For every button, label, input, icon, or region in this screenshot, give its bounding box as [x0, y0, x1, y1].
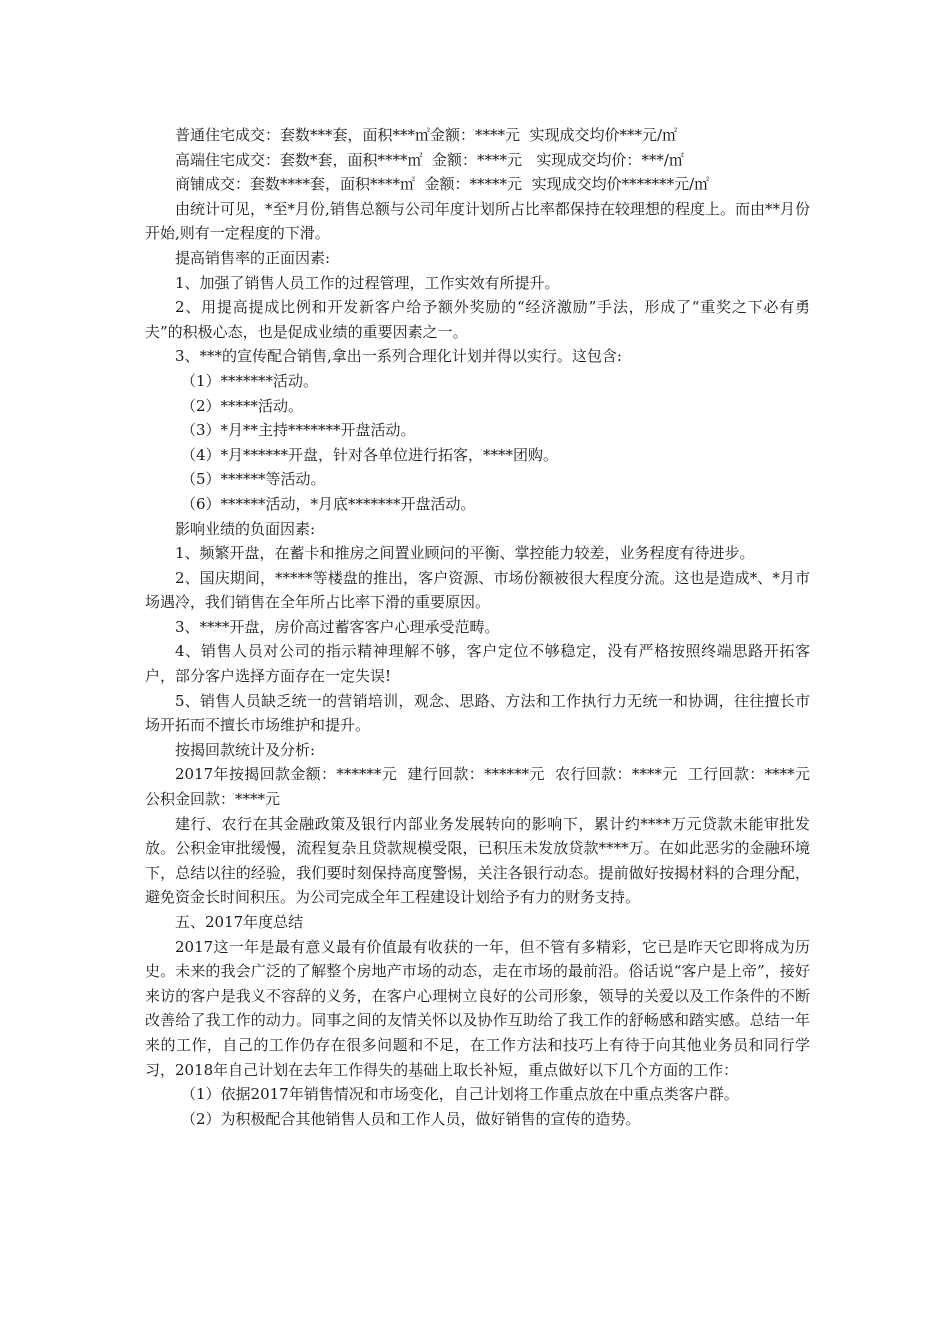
- list-item: 4、销售人员对公司的指示精神理解不够，客户定位不够稳定，没有严格按照终端思路开拓客户，部分客户选择方面存在一定失误!: [145, 642, 810, 686]
- sub-list-item: （4）*月******开盘，针对各单位进行拓客，****团购。: [181, 445, 559, 464]
- heading-mortgage-analysis: 按揭回款统计及分析:: [175, 740, 316, 759]
- list-item: 1、频繁开盘，在蓄卡和推房之间置业顾问的平衡、掌控能力较差，业务程度有待进步。: [175, 544, 755, 563]
- sub-list-item: （5）******等活动。: [181, 470, 326, 489]
- paragraph-mortgage-analysis: 建行、农行在其金融政策及银行内部业务发展转向的影响下，累计约****万元贷款未能审批发放。公积金审批缓慢，流程复杂且贷款规模受限，已积压未发放贷款****万。在如此恶劣的金融环境下，总结以往的经验，我们要时刻保持高度警惕，关注各银行动态。提前做好按揭材料的合理分配，避免资金长时间积压。为公司完成全年工程建设计划给予有力的财务支持。: [145, 814, 810, 907]
- paragraph-shop-sales: 商铺成交：套数****套，面积****㎡ 金额：*****元 实现成交均价*******元/㎡: [175, 175, 710, 194]
- list-item: 2、用提高提成比例和开发新客户给予额外奖励的“经济激励”手法，形成了“重奖之下必有勇夫”的积极心态，也是促成业绩的重要因素之一。: [145, 298, 810, 341]
- document-body: [145, 123, 820, 1131]
- heading-negative-factors: 影响业绩的负面因素:: [175, 519, 316, 538]
- list-item: 5、销售人员缺乏统一的营销培训，观念、思路、方法和工作执行力无统一和协调，往往擅长市场开拓而不擅长市场维护和提升。: [145, 691, 810, 735]
- list-item: 3、****开盘，房价高过蓄客客户心理承受范畴。: [175, 617, 500, 636]
- paragraph-statistics-summary: 由统计可见，*至*月份,销售总额与公司年度计划所占比率都保持在较理想的程度上。而由**月份开始,则有一定程度的下滑。: [145, 199, 810, 243]
- paragraph-mortgage-amounts: 2017年按揭回款金额：******元 建行回款：******元 农行回款：****元 工行回款：****元 公积金回款：****元: [145, 765, 820, 809]
- sub-list-item: （3）*月**主持*******开盘活动。: [181, 421, 416, 440]
- list-item: 2、国庆期间，*****等楼盘的推出，客户资源、市场份额被很大程度分流。这也是造成*、*月市场遇冷，我们销售在全年所占比率下滑的重要原因。: [145, 568, 810, 612]
- sub-list-item: （1）*******活动。: [181, 371, 319, 390]
- heading-positive-factors: 提高销售率的正面因素:: [175, 248, 331, 267]
- paragraph-annual-summary: 2017这一年是最有意义最有价值最有收获的一年，但不管有多精彩，它已是昨天它即将成为历史。未来的我会广泛的了解整个房地产市场的动态，走在市场的最前沿。俗话说“客户是上帝”，接好来访的客户是我义不容辞的义务，在客户心理树立良好的公司形象，领导的关爱以及工作条件的不断改善给了我工作的动力。同事之间的友情关怀以及协作互助给了我工作的舒畅感和踏实感。总结一年来的工作，自己的工作仍存在很多问题和不足，在工作方法和技巧上有待于向其他业务员和同行学习，2018年自己计划在去年工作得失的基础上取长补短，重点做好以下几个方面的工作：: [145, 937, 810, 1079]
- list-item: 1、加强了销售人员工作的过程管理，工作实效有所提升。: [175, 273, 560, 292]
- sub-list-item: （2）为积极配合其他销售人员和工作人员，做好销售的宣传的造势。: [181, 1109, 641, 1128]
- sub-list-item: （1）依据2017年销售情况和市场变化，自己计划将工作重点放在中重点类客户群。: [181, 1085, 739, 1104]
- heading-annual-summary: 五、2017年度总结: [175, 913, 304, 931]
- sub-list-item: （2）*****活动。: [181, 396, 304, 415]
- sub-list-item: （6）******活动，*月底*******开盘活动。: [181, 494, 476, 513]
- paragraph-residential-sales: 普通住宅成交：套数***套，面积***㎡金额：****元 实现成交均价***元/㎡: [175, 126, 678, 144]
- paragraph-highend-sales: 高端住宅成交：套数*套，面积****㎡ 金额：****元 实现成交均价：***/㎡: [175, 150, 684, 169]
- list-item: 3、***的宣传配合销售,拿出一系列合理化计划并得以实行。这包含:: [175, 347, 622, 366]
